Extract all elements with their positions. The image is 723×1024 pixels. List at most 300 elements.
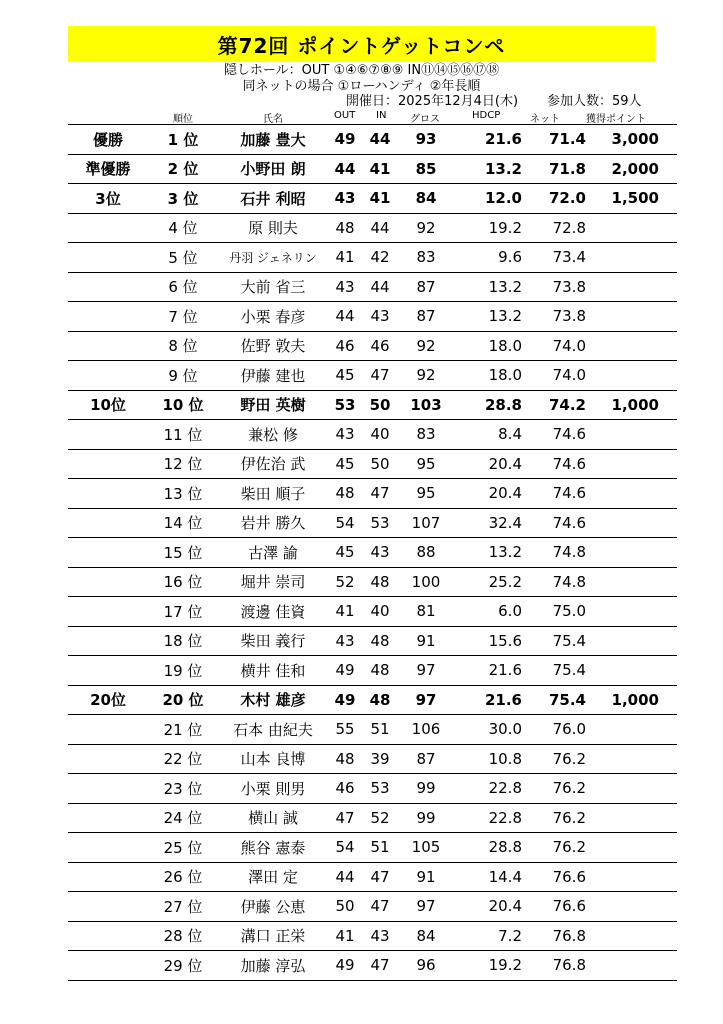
table-row	[68, 774, 677, 804]
player-name: 大前 省三	[218, 272, 328, 302]
table-row	[68, 744, 677, 774]
points-awarded: 3,000	[594, 125, 677, 155]
hdcp-value: 28.8	[454, 390, 526, 420]
header-rank: 順位	[173, 114, 193, 125]
award-cell	[68, 213, 148, 243]
gross-score: 106	[398, 715, 454, 745]
award-cell	[68, 744, 148, 774]
rank-cell: 15 位	[148, 538, 218, 568]
out-score: 44	[328, 862, 362, 892]
gross-score: 84	[398, 184, 454, 214]
hdcp-value: 13.2	[454, 302, 526, 332]
net-score: 76.8	[526, 921, 594, 951]
net-score: 73.8	[526, 272, 594, 302]
points-awarded	[594, 302, 677, 332]
player-name: 石井 利昭	[218, 184, 328, 214]
out-score: 49	[328, 656, 362, 686]
hdcp-value: 19.2	[454, 951, 526, 981]
award-cell	[68, 597, 148, 627]
award-cell	[68, 479, 148, 509]
award-cell	[68, 420, 148, 450]
gross-score: 83	[398, 420, 454, 450]
gross-score: 92	[398, 331, 454, 361]
in-score: 42	[362, 243, 398, 273]
hdcp-value: 21.6	[454, 656, 526, 686]
table-row	[68, 420, 677, 450]
hdcp-value: 13.2	[454, 538, 526, 568]
out-score: 45	[328, 449, 362, 479]
award-cell	[68, 862, 148, 892]
table-row	[68, 538, 677, 568]
net-score: 74.2	[526, 390, 594, 420]
in-score: 48	[362, 685, 398, 715]
out-score: 43	[328, 626, 362, 656]
player-name: 木村 雄彦	[218, 685, 328, 715]
hidden-holes-note: 隠しホール：OUT ①④⑥⑦⑧⑨ IN⑪⑭⑮⑯⑰⑱	[223, 63, 500, 78]
in-score: 43	[362, 538, 398, 568]
net-score: 74.0	[526, 331, 594, 361]
gross-score: 92	[398, 361, 454, 391]
gross-score: 91	[398, 626, 454, 656]
points-awarded	[594, 803, 677, 833]
table-row	[68, 125, 677, 155]
rank-cell: 24 位	[148, 803, 218, 833]
rank-cell: 27 位	[148, 892, 218, 922]
out-score: 45	[328, 538, 362, 568]
hdcp-value: 14.4	[454, 862, 526, 892]
table-row	[68, 361, 677, 391]
player-name: 加藤 淳弘	[218, 951, 328, 981]
hdcp-value: 12.0	[454, 184, 526, 214]
rank-cell: 5 位	[148, 243, 218, 273]
points-awarded	[594, 862, 677, 892]
net-score: 76.8	[526, 951, 594, 981]
points-awarded	[594, 538, 677, 568]
table-row	[68, 567, 677, 597]
rank-cell: 8 位	[148, 331, 218, 361]
net-score: 74.8	[526, 538, 594, 568]
out-score: 44	[328, 154, 362, 184]
award-cell: 3位	[68, 184, 148, 214]
gross-score: 87	[398, 744, 454, 774]
net-score: 73.4	[526, 243, 594, 273]
hdcp-value: 22.8	[454, 774, 526, 804]
rank-cell: 12 位	[148, 449, 218, 479]
points-awarded: 1,000	[594, 390, 677, 420]
out-score: 55	[328, 715, 362, 745]
award-cell	[68, 538, 148, 568]
award-cell: 優勝	[68, 125, 148, 155]
table-row	[68, 243, 677, 273]
award-cell	[68, 626, 148, 656]
in-score: 53	[362, 774, 398, 804]
out-score: 43	[328, 272, 362, 302]
player-name: 佐野 敦夫	[218, 331, 328, 361]
hdcp-value: 28.8	[454, 833, 526, 863]
rank-cell: 2 位	[148, 154, 218, 184]
points-awarded	[594, 744, 677, 774]
hdcp-value: 7.2	[454, 921, 526, 951]
gross-score: 95	[398, 479, 454, 509]
points-awarded	[594, 361, 677, 391]
rank-cell: 3 位	[148, 184, 218, 214]
gross-score: 100	[398, 567, 454, 597]
award-cell	[68, 951, 148, 981]
in-score: 44	[362, 272, 398, 302]
out-score: 45	[328, 361, 362, 391]
player-name: 野田 英樹	[218, 390, 328, 420]
header-gross: グロス	[410, 114, 440, 125]
rank-cell: 20 位	[148, 685, 218, 715]
rank-cell: 26 位	[148, 862, 218, 892]
hdcp-value: 20.4	[454, 892, 526, 922]
net-score: 76.2	[526, 744, 594, 774]
in-score: 48	[362, 656, 398, 686]
net-score: 73.8	[526, 302, 594, 332]
table-row	[68, 626, 677, 656]
points-awarded	[594, 626, 677, 656]
in-score: 41	[362, 184, 398, 214]
hdcp-value: 18.0	[454, 361, 526, 391]
net-score: 76.6	[526, 892, 594, 922]
points-awarded	[594, 656, 677, 686]
header-name: 氏名	[263, 114, 283, 125]
in-score: 43	[362, 302, 398, 332]
award-cell	[68, 449, 148, 479]
table-row	[68, 921, 677, 951]
table-row	[68, 272, 677, 302]
out-score: 46	[328, 331, 362, 361]
points-awarded	[594, 449, 677, 479]
table-row	[68, 479, 677, 509]
player-name: 溝口 正栄	[218, 921, 328, 951]
player-name: 渡邊 佳資	[218, 597, 328, 627]
points-awarded	[594, 243, 677, 273]
tie-rule-note: 同ネットの場合 ①ローハンディ ②年長順	[242, 79, 481, 94]
player-name: 小栗 則男	[218, 774, 328, 804]
hdcp-value: 20.4	[454, 449, 526, 479]
net-score: 75.4	[526, 656, 594, 686]
rank-cell: 4 位	[148, 213, 218, 243]
in-score: 46	[362, 331, 398, 361]
award-cell	[68, 715, 148, 745]
points-awarded	[594, 213, 677, 243]
gross-score: 97	[398, 892, 454, 922]
hdcp-value: 13.2	[454, 272, 526, 302]
in-score: 47	[362, 479, 398, 509]
header-net: ネット	[530, 114, 560, 125]
out-score: 41	[328, 243, 362, 273]
net-score: 74.6	[526, 479, 594, 509]
table-row	[68, 449, 677, 479]
in-score: 50	[362, 390, 398, 420]
award-cell	[68, 567, 148, 597]
net-score: 76.2	[526, 803, 594, 833]
hdcp-value: 21.6	[454, 685, 526, 715]
rank-cell: 21 位	[148, 715, 218, 745]
in-score: 47	[362, 862, 398, 892]
in-score: 40	[362, 597, 398, 627]
out-score: 54	[328, 833, 362, 863]
award-cell	[68, 243, 148, 273]
gross-score: 96	[398, 951, 454, 981]
award-cell	[68, 331, 148, 361]
out-score: 41	[328, 921, 362, 951]
hdcp-value: 19.2	[454, 213, 526, 243]
out-score: 48	[328, 479, 362, 509]
table-row	[68, 390, 677, 420]
table-row	[68, 184, 677, 214]
out-score: 48	[328, 744, 362, 774]
hdcp-value: 18.0	[454, 331, 526, 361]
table-row	[68, 892, 677, 922]
net-score: 76.0	[526, 715, 594, 745]
gross-score: 87	[398, 272, 454, 302]
award-cell	[68, 833, 148, 863]
gross-score: 105	[398, 833, 454, 863]
rank-cell: 18 位	[148, 626, 218, 656]
player-name: 伊佐治 武	[218, 449, 328, 479]
table-row	[68, 154, 677, 184]
in-score: 43	[362, 921, 398, 951]
points-awarded	[594, 479, 677, 509]
rank-cell: 6 位	[148, 272, 218, 302]
gross-score: 92	[398, 213, 454, 243]
player-name: 加藤 豊大	[218, 125, 328, 155]
in-score: 51	[362, 833, 398, 863]
out-score: 44	[328, 302, 362, 332]
player-name: 兼松 修	[218, 420, 328, 450]
rank-cell: 7 位	[148, 302, 218, 332]
net-score: 71.4	[526, 125, 594, 155]
player-name: 小栗 春彦	[218, 302, 328, 332]
points-awarded	[594, 833, 677, 863]
participant-count: 参加人数：59人	[547, 94, 642, 109]
player-name: 堀井 崇司	[218, 567, 328, 597]
player-name: 岩井 勝久	[218, 508, 328, 538]
out-score: 53	[328, 390, 362, 420]
player-name: 柴田 順子	[218, 479, 328, 509]
hdcp-value: 10.8	[454, 744, 526, 774]
points-awarded	[594, 715, 677, 745]
hdcp-value: 22.8	[454, 803, 526, 833]
rank-cell: 1 位	[148, 125, 218, 155]
player-name: 伊藤 建也	[218, 361, 328, 391]
player-name: 原 則夫	[218, 213, 328, 243]
hdcp-value: 20.4	[454, 479, 526, 509]
gross-score: 97	[398, 656, 454, 686]
in-score: 41	[362, 154, 398, 184]
rank-cell: 16 位	[148, 567, 218, 597]
table-row	[68, 597, 677, 627]
in-score: 48	[362, 626, 398, 656]
net-score: 74.6	[526, 449, 594, 479]
event-date: 開催日：2025年12月4日(木)	[346, 94, 519, 109]
player-name: 古澤 諭	[218, 538, 328, 568]
points-awarded	[594, 774, 677, 804]
net-score: 76.2	[526, 774, 594, 804]
net-score: 72.0	[526, 184, 594, 214]
hdcp-value: 9.6	[454, 243, 526, 273]
points-awarded	[594, 272, 677, 302]
hdcp-value: 8.4	[454, 420, 526, 450]
out-score: 52	[328, 567, 362, 597]
award-cell: 10位	[68, 390, 148, 420]
rank-cell: 28 位	[148, 921, 218, 951]
results-table	[68, 124, 677, 981]
in-score: 44	[362, 125, 398, 155]
column-header-row	[68, 110, 655, 124]
gross-score: 85	[398, 154, 454, 184]
in-score: 52	[362, 803, 398, 833]
net-score: 74.0	[526, 361, 594, 391]
points-awarded	[594, 508, 677, 538]
table-row	[68, 302, 677, 332]
header-points: 獲得ポイント	[586, 114, 646, 125]
title-text: 第72回 ポイントゲットコンペ	[217, 33, 506, 58]
award-cell	[68, 892, 148, 922]
out-score: 50	[328, 892, 362, 922]
table-row	[68, 833, 677, 863]
points-awarded	[594, 567, 677, 597]
in-score: 50	[362, 449, 398, 479]
hdcp-value: 25.2	[454, 567, 526, 597]
gross-score: 87	[398, 302, 454, 332]
gross-score: 107	[398, 508, 454, 538]
player-name: 丹羽 ジェネリン	[218, 243, 328, 273]
in-score: 47	[362, 361, 398, 391]
gross-score: 88	[398, 538, 454, 568]
net-score: 75.4	[526, 626, 594, 656]
gross-score: 99	[398, 774, 454, 804]
gross-score: 95	[398, 449, 454, 479]
out-score: 48	[328, 213, 362, 243]
rank-cell: 13 位	[148, 479, 218, 509]
player-name: 山本 良博	[218, 744, 328, 774]
hdcp-value: 15.6	[454, 626, 526, 656]
net-score: 71.8	[526, 154, 594, 184]
hdcp-value: 6.0	[454, 597, 526, 627]
hdcp-value: 13.2	[454, 154, 526, 184]
points-awarded	[594, 420, 677, 450]
gross-score: 97	[398, 685, 454, 715]
out-score: 54	[328, 508, 362, 538]
award-cell: 20位	[68, 685, 148, 715]
award-cell	[68, 302, 148, 332]
net-score: 75.0	[526, 597, 594, 627]
in-score: 48	[362, 567, 398, 597]
table-row	[68, 715, 677, 745]
rank-cell: 9 位	[148, 361, 218, 391]
hdcp-value: 30.0	[454, 715, 526, 745]
rank-cell: 14 位	[148, 508, 218, 538]
out-score: 43	[328, 184, 362, 214]
in-score: 39	[362, 744, 398, 774]
in-score: 47	[362, 892, 398, 922]
award-cell	[68, 361, 148, 391]
out-score: 49	[328, 125, 362, 155]
player-name: 石本 由紀夫	[218, 715, 328, 745]
in-score: 47	[362, 951, 398, 981]
rank-cell: 25 位	[148, 833, 218, 863]
player-name: 柴田 義行	[218, 626, 328, 656]
rank-cell: 11 位	[148, 420, 218, 450]
rank-cell: 22 位	[148, 744, 218, 774]
header-hdcp: HDCP	[472, 110, 501, 121]
points-awarded	[594, 597, 677, 627]
rank-cell: 23 位	[148, 774, 218, 804]
award-cell	[68, 803, 148, 833]
award-cell: 準優勝	[68, 154, 148, 184]
points-awarded	[594, 951, 677, 981]
player-name: 横山 誠	[218, 803, 328, 833]
hdcp-value: 21.6	[454, 125, 526, 155]
gross-score: 103	[398, 390, 454, 420]
in-score: 44	[362, 213, 398, 243]
net-score: 72.8	[526, 213, 594, 243]
net-score: 75.4	[526, 685, 594, 715]
out-score: 47	[328, 803, 362, 833]
points-awarded: 1,500	[594, 184, 677, 214]
player-name: 伊藤 公恵	[218, 892, 328, 922]
in-score: 40	[362, 420, 398, 450]
gross-score: 99	[398, 803, 454, 833]
table-row	[68, 213, 677, 243]
table-row	[68, 331, 677, 361]
gross-score: 84	[398, 921, 454, 951]
out-score: 43	[328, 420, 362, 450]
rank-cell: 19 位	[148, 656, 218, 686]
rank-cell: 17 位	[148, 597, 218, 627]
award-cell	[68, 272, 148, 302]
award-cell	[68, 656, 148, 686]
rank-cell: 10 位	[148, 390, 218, 420]
points-awarded	[594, 892, 677, 922]
net-score: 74.6	[526, 508, 594, 538]
points-awarded	[594, 331, 677, 361]
points-awarded: 1,000	[594, 685, 677, 715]
out-score: 49	[328, 685, 362, 715]
table-row	[68, 951, 677, 981]
net-score: 76.6	[526, 862, 594, 892]
out-score: 49	[328, 951, 362, 981]
points-awarded	[594, 921, 677, 951]
gross-score: 91	[398, 862, 454, 892]
net-score: 74.8	[526, 567, 594, 597]
table-row	[68, 508, 677, 538]
award-cell	[68, 508, 148, 538]
hdcp-value: 32.4	[454, 508, 526, 538]
gross-score: 93	[398, 125, 454, 155]
player-name: 澤田 定	[218, 862, 328, 892]
table-row	[68, 656, 677, 686]
header-in: IN	[376, 110, 387, 121]
table-row	[68, 803, 677, 833]
gross-score: 81	[398, 597, 454, 627]
player-name: 横井 佳和	[218, 656, 328, 686]
header-out: OUT	[334, 110, 356, 121]
page-title	[68, 26, 655, 62]
points-awarded: 2,000	[594, 154, 677, 184]
in-score: 53	[362, 508, 398, 538]
player-name: 小野田 朗	[218, 154, 328, 184]
net-score: 76.2	[526, 833, 594, 863]
rank-cell: 29 位	[148, 951, 218, 981]
net-score: 74.6	[526, 420, 594, 450]
gross-score: 83	[398, 243, 454, 273]
out-score: 46	[328, 774, 362, 804]
award-cell	[68, 774, 148, 804]
